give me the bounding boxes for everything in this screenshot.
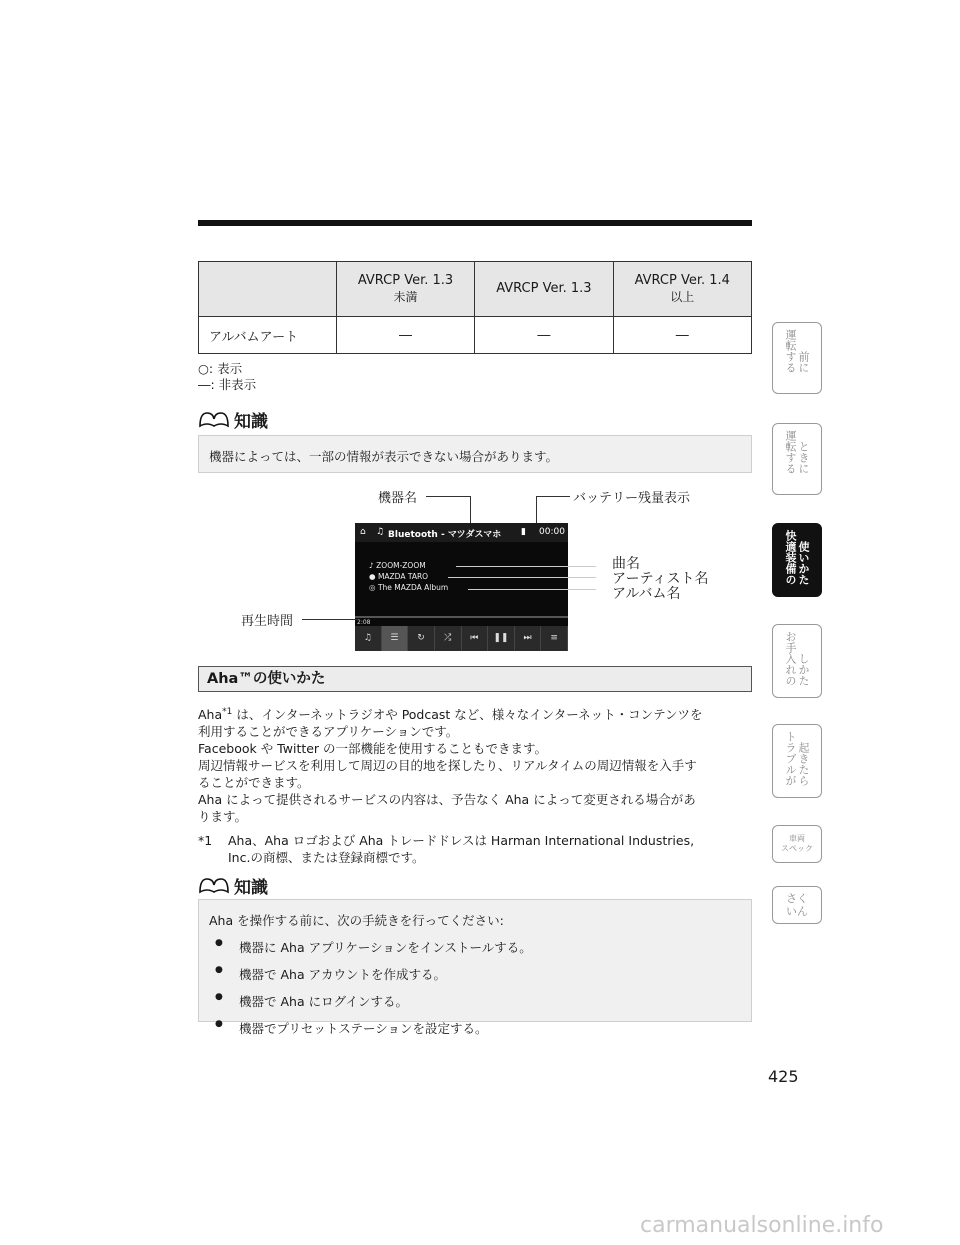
music-icon[interactable]: ♫	[355, 626, 382, 651]
knowledge-heading: 知識	[198, 407, 268, 432]
tab-comfort-equipment[interactable]: 快適装備の使いかた	[772, 523, 822, 597]
tab-while-driving[interactable]: 運転するときに	[772, 423, 822, 495]
repeat-icon[interactable]: ↻	[408, 626, 435, 651]
knowledge-intro: Aha を操作する前に、次の手続きを行ってください:	[209, 913, 504, 928]
list-item: ● 機器でプリセットステーションを設定する。	[209, 1019, 741, 1037]
table-header-row	[199, 262, 752, 317]
page-number: 425	[768, 1067, 799, 1086]
knowledge-box	[198, 899, 752, 1036]
home-icon: ⌂	[360, 527, 366, 537]
equalizer-icon[interactable]: ≡	[541, 626, 568, 651]
screen-album-row: ◎ The MAZDA Album	[369, 583, 449, 592]
prerequisite-list	[209, 938, 741, 1037]
table-header-empty	[199, 262, 337, 317]
legend-shown: ○: 表示	[198, 361, 243, 376]
callout-line	[426, 496, 470, 497]
previous-icon[interactable]: ⏮	[462, 626, 489, 651]
shuffle-icon[interactable]: ⤮	[435, 626, 462, 651]
aha-description	[198, 704, 754, 866]
knowledge-heading: 知識	[198, 873, 268, 898]
table-cell: ―	[336, 317, 474, 354]
note-icon: ♪	[369, 561, 377, 570]
tab-maintenance[interactable]: お手入れのしかた	[772, 624, 822, 698]
body-line: Aha によって提供されるサービスの内容は、予告なく Aha によって変更される場合があ	[198, 792, 696, 808]
tab-index[interactable]: さく いん	[772, 886, 822, 924]
avrcp-table	[198, 261, 752, 354]
table-row	[199, 317, 752, 354]
callout-line	[468, 589, 596, 590]
body-line: ります。	[198, 809, 248, 825]
table-header-cell: AVRCP Ver. 1.3 未満	[336, 262, 474, 317]
table-legend	[198, 361, 256, 393]
tab-before-driving[interactable]: 運転する前に	[772, 322, 822, 394]
list-item: ● 機器で Aha アカウントを作成する。	[209, 965, 741, 983]
audio-screen	[355, 523, 568, 651]
body-line: ることができます。	[198, 775, 310, 791]
screen-artist-row: ● MAZDA TARO	[369, 572, 429, 581]
progress-bar	[355, 616, 568, 618]
screen-device-title: Bluetooth - マツダスマホ	[388, 530, 502, 540]
pause-icon[interactable]: ❚❚	[488, 626, 515, 651]
book-icon	[198, 410, 230, 430]
callout-line	[448, 577, 596, 578]
body-line: Aha$^{*1}$ は、インターネットラジオや Podcast など、様々なインターネット・コンテンツを	[198, 707, 703, 723]
music-icon: ♫	[376, 527, 385, 537]
callout-playtime: 再生時間	[241, 614, 294, 629]
tab-troubleshooting[interactable]: トラブルが起きたら	[772, 724, 822, 798]
callout-device-name: 機器名	[378, 491, 418, 506]
callout-artist: アーティスト名	[612, 571, 709, 587]
callout-line	[536, 496, 570, 497]
footnote: *1 Aha、Aha ロゴおよび Aha トレードドレスは Harman International Industries, Inc.の商標、または登録商標です。	[198, 833, 695, 866]
list-item: ● 機器に Aha アプリケーションをインストールする。	[209, 938, 741, 956]
section-title: Aha™の使いかた	[198, 666, 752, 692]
screen-clock: 00:00	[539, 527, 565, 537]
callout-song-group	[612, 557, 708, 602]
callout-battery: バッテリー残量表示	[573, 491, 691, 506]
watermark: carmanualsonline.info	[640, 1213, 884, 1238]
callout-line	[302, 619, 357, 620]
next-icon[interactable]: ⏭	[515, 626, 542, 651]
list-icon[interactable]: ☰	[382, 626, 409, 651]
disc-icon: ◎	[369, 583, 378, 592]
screen-title-bar	[355, 523, 568, 542]
table-header-cell: AVRCP Ver. 1.4 以上	[613, 262, 751, 317]
screen-track-row: ♪ ZOOM-ZOOM	[369, 561, 426, 570]
book-icon	[198, 876, 230, 896]
battery-icon: ▮	[521, 527, 526, 537]
body-line: 周辺情報サービスを利用して周辺の目的地を探したり、リアルタイムの周辺情報を入手す	[198, 758, 697, 774]
body-line: 利用することができるアプリケーションです。	[198, 724, 459, 740]
list-item: ● 機器で Aha にログインする。	[209, 992, 741, 1010]
screen-control-bar	[355, 626, 568, 651]
callout-line	[456, 566, 596, 567]
legend-hidden: ―: 非表示	[198, 377, 257, 392]
person-icon: ●	[369, 572, 378, 581]
table-cell: ―	[475, 317, 613, 354]
table-cell: ―	[613, 317, 751, 354]
top-rule	[198, 220, 752, 226]
callout-album: アルバム名	[612, 586, 681, 602]
tab-specifications[interactable]: 車両 スペック	[772, 825, 822, 863]
screen-elapsed: 2:08	[357, 619, 371, 626]
table-header-cell: AVRCP Ver. 1.3	[475, 262, 613, 317]
table-row-label: アルバムアート	[199, 317, 337, 354]
knowledge-box: 機器によっては、一部の情報が表示できない場合があります。	[198, 435, 752, 473]
callout-song: 曲名	[612, 556, 640, 572]
body-line: Facebook や Twitter の一部機能を使用することもできます。	[198, 741, 548, 757]
